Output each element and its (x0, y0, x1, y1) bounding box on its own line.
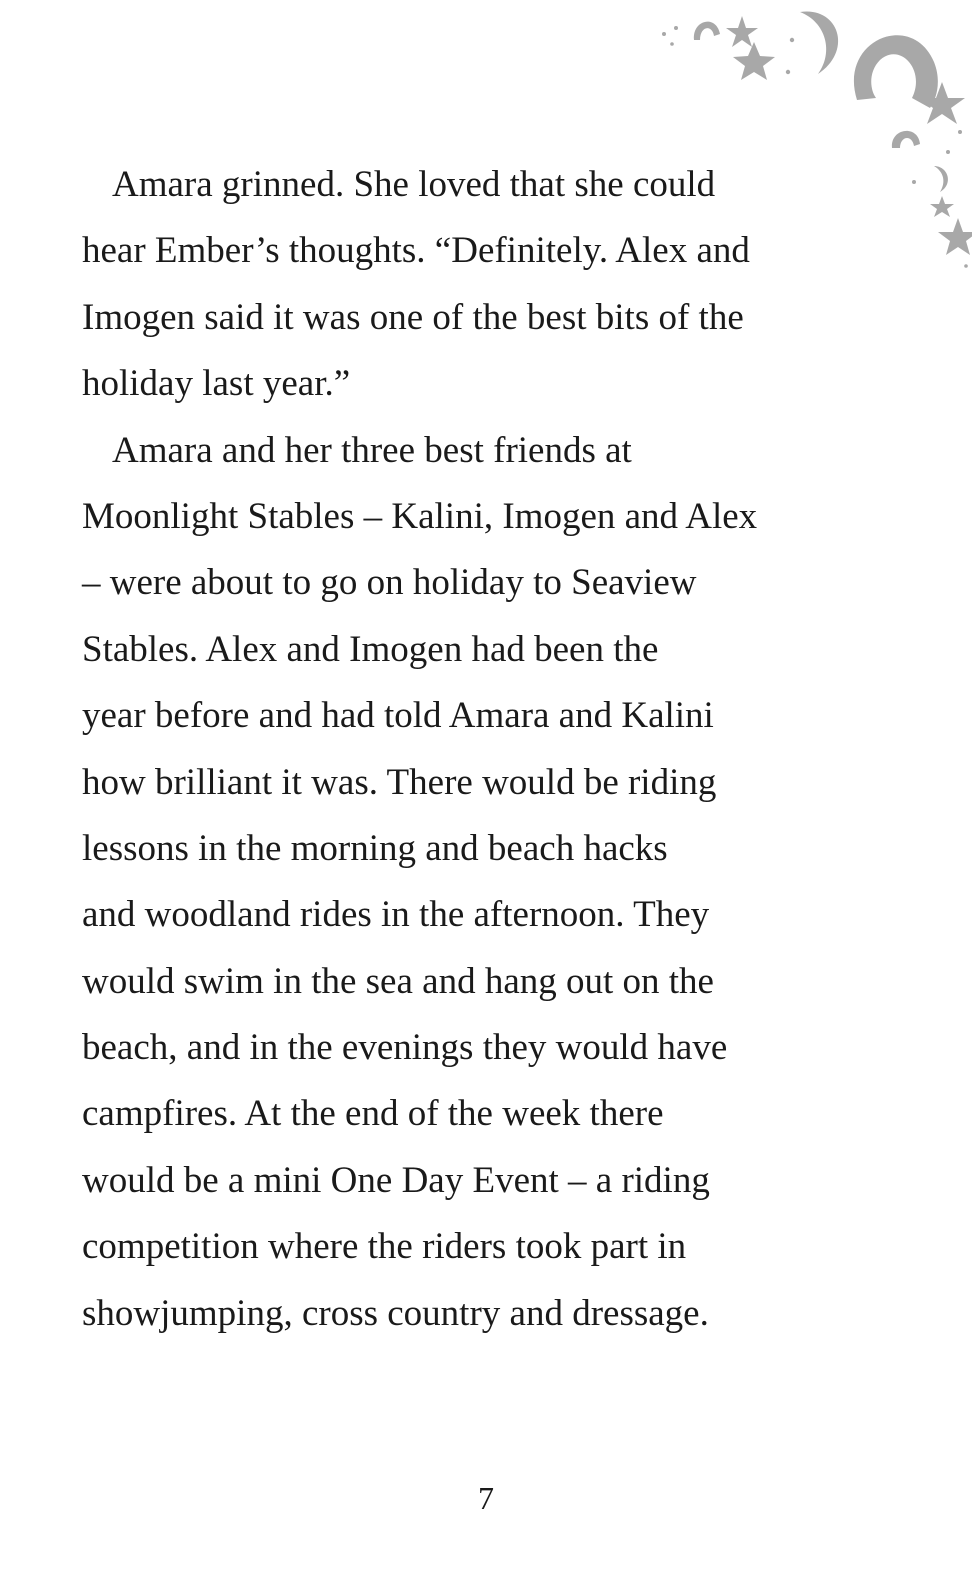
text-line: Amara grinned. She loved that she could (112, 164, 716, 205)
text-line: Moonlight Stables – Kalini, Imogen and Alex (82, 495, 758, 537)
text-line: and woodland rides in the afternoon. They (82, 894, 710, 936)
star-icon (726, 16, 758, 47)
text-line: holiday last year.” (82, 363, 351, 405)
text-line: beach, and in the evenings they would have (82, 1027, 728, 1069)
text-line: lessons in the morning and beach hacks (82, 827, 668, 869)
text-line: campfires. At the end of the week there (82, 1093, 664, 1135)
moon-icon (934, 166, 948, 192)
text-line: showjumping, cross country and dressage. (82, 1292, 709, 1334)
text-line: year before and had told Amara and Kalini (82, 695, 714, 737)
horseshoe-icon (854, 35, 938, 108)
text-line: how brilliant it was. There would be riding (82, 761, 717, 803)
text-line: competition where the riders took part in (82, 1226, 687, 1268)
body-text (82, 152, 882, 1347)
star-icon (930, 196, 954, 217)
star-icon (938, 218, 972, 255)
page-number: 7 (478, 1480, 494, 1516)
star-icon (733, 42, 775, 80)
horseshoe-icon (694, 22, 720, 40)
text-line: would swim in the sea and hang out on the (82, 960, 714, 1002)
text-line: – were about to go on holiday to Seaview (82, 562, 697, 604)
horseshoe-icon (892, 131, 920, 148)
text-line: Stables. Alex and Imogen had been the (82, 628, 659, 670)
text-line: Imogen said it was one of the best bits of the (82, 296, 744, 338)
text-line: would be a mini One Day Event – a riding (82, 1159, 710, 1201)
moon-icon (800, 11, 838, 74)
text-line: hear Ember’s thoughts. “Definitely. Alex and (82, 230, 750, 272)
text-line: Amara and her three best friends at (112, 429, 632, 471)
